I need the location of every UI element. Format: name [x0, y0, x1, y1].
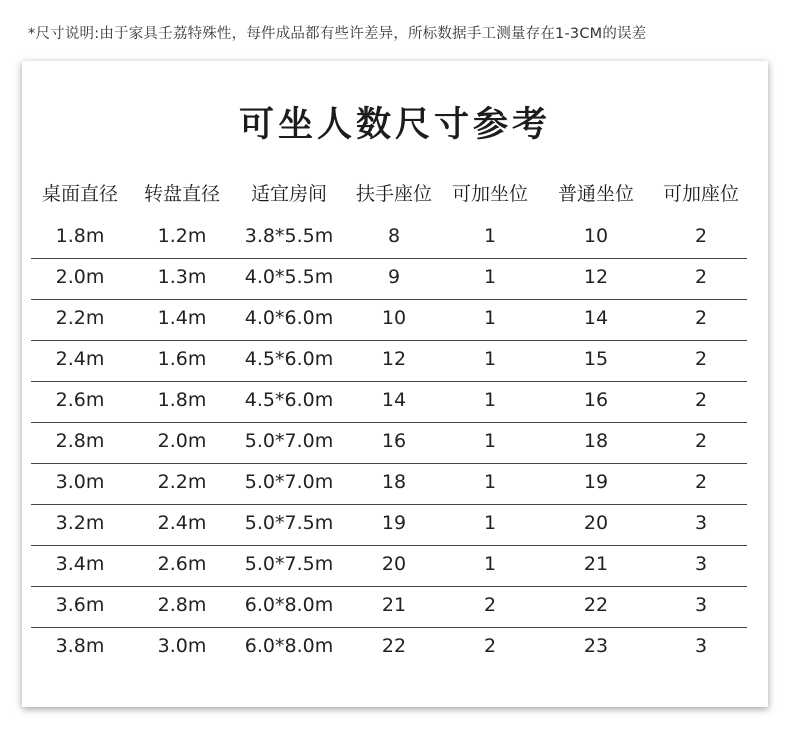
- cell-suitable-room: 5.0*7.5m: [244, 512, 334, 534]
- header-suitable-room: 适宜房间: [250, 183, 327, 205]
- table-row: [22, 259, 768, 300]
- table-row: [22, 546, 768, 587]
- header-extra-seats-b: 可加座位: [662, 183, 739, 205]
- table-row: [22, 300, 768, 341]
- header-turntable-diameter: 转盘直径: [143, 183, 220, 205]
- cell-regular-seats: 22: [583, 594, 609, 616]
- cell-extra-seats-a: 2: [483, 635, 497, 657]
- cell-table-diameter: 1.8m: [55, 225, 105, 247]
- cell-turntable-diameter: 1.3m: [157, 266, 207, 288]
- table-row: [22, 218, 768, 259]
- table-header: [22, 179, 768, 211]
- cell-extra-seats-a: 2: [483, 594, 497, 616]
- cell-armchair-seats: 14: [381, 389, 407, 411]
- cell-suitable-room: 4.0*6.0m: [244, 307, 334, 329]
- cell-armchair-seats: 22: [381, 635, 407, 657]
- cell-turntable-diameter: 2.6m: [157, 553, 207, 575]
- table-row: [22, 464, 768, 505]
- table-row: [22, 423, 768, 464]
- cell-regular-seats: 21: [583, 553, 609, 575]
- cell-table-diameter: 3.2m: [55, 512, 105, 534]
- cell-table-diameter: 2.8m: [55, 430, 105, 452]
- cell-turntable-diameter: 1.8m: [157, 389, 207, 411]
- seating-reference-card: [22, 61, 768, 707]
- cell-turntable-diameter: 2.2m: [157, 471, 207, 493]
- cell-suitable-room: 5.0*7.0m: [244, 430, 334, 452]
- header-regular-seats: 普通坐位: [557, 183, 634, 205]
- cell-extra-seats-b: 2: [694, 348, 708, 370]
- cell-armchair-seats: 16: [381, 430, 407, 452]
- cell-armchair-seats: 9: [387, 266, 401, 288]
- cell-extra-seats-a: 1: [483, 553, 497, 575]
- size-disclaimer-note: *尺寸说明:由于家具壬荔特殊性，每件成品都有些许差异，所标数据手工测量存在1-3CM的误差: [28, 26, 647, 42]
- cell-extra-seats-a: 1: [483, 225, 497, 247]
- cell-turntable-diameter: 2.8m: [157, 594, 207, 616]
- cell-regular-seats: 23: [583, 635, 609, 657]
- cell-regular-seats: 10: [583, 225, 609, 247]
- table-row: [22, 505, 768, 546]
- cell-regular-seats: 19: [583, 471, 609, 493]
- cell-armchair-seats: 12: [381, 348, 407, 370]
- header-table-diameter: 桌面直径: [41, 183, 118, 205]
- header-armchair-seats: 扶手座位: [355, 183, 432, 205]
- cell-table-diameter: 3.8m: [55, 635, 105, 657]
- cell-regular-seats: 16: [583, 389, 609, 411]
- cell-extra-seats-a: 1: [483, 307, 497, 329]
- cell-extra-seats-b: 2: [694, 307, 708, 329]
- cell-extra-seats-a: 1: [483, 512, 497, 534]
- cell-extra-seats-a: 1: [483, 348, 497, 370]
- cell-regular-seats: 20: [583, 512, 609, 534]
- cell-extra-seats-b: 3: [694, 635, 708, 657]
- cell-suitable-room: 5.0*7.0m: [244, 471, 334, 493]
- cell-regular-seats: 14: [583, 307, 609, 329]
- cell-extra-seats-b: 2: [694, 430, 708, 452]
- cell-turntable-diameter: 1.2m: [157, 225, 207, 247]
- cell-turntable-diameter: 2.0m: [157, 430, 207, 452]
- cell-suitable-room: 3.8*5.5m: [244, 225, 334, 247]
- cell-turntable-diameter: 1.4m: [157, 307, 207, 329]
- cell-extra-seats-b: 2: [694, 471, 708, 493]
- cell-turntable-diameter: 3.0m: [157, 635, 207, 657]
- cell-armchair-seats: 18: [381, 471, 407, 493]
- cell-table-diameter: 3.4m: [55, 553, 105, 575]
- table-row: [22, 341, 768, 382]
- cell-suitable-room: 4.5*6.0m: [244, 348, 334, 370]
- cell-table-diameter: 2.4m: [55, 348, 105, 370]
- cell-table-diameter: 2.6m: [55, 389, 105, 411]
- cell-extra-seats-b: 2: [694, 225, 708, 247]
- table-row: [22, 628, 768, 669]
- cell-extra-seats-b: 3: [694, 594, 708, 616]
- cell-extra-seats-b: 3: [694, 512, 708, 534]
- cell-table-diameter: 2.2m: [55, 307, 105, 329]
- table-row: [22, 587, 768, 628]
- cell-suitable-room: 6.0*8.0m: [244, 594, 334, 616]
- cell-extra-seats-a: 1: [483, 430, 497, 452]
- table-row: [22, 382, 768, 423]
- cell-armchair-seats: 21: [381, 594, 407, 616]
- cell-suitable-room: 5.0*7.5m: [244, 553, 334, 575]
- cell-armchair-seats: 19: [381, 512, 407, 534]
- cell-extra-seats-a: 1: [483, 471, 497, 493]
- cell-extra-seats-a: 1: [483, 389, 497, 411]
- cell-extra-seats-b: 2: [694, 266, 708, 288]
- cell-suitable-room: 4.5*6.0m: [244, 389, 334, 411]
- cell-regular-seats: 15: [583, 348, 609, 370]
- cell-armchair-seats: 8: [387, 225, 401, 247]
- cell-regular-seats: 18: [583, 430, 609, 452]
- cell-table-diameter: 3.6m: [55, 594, 105, 616]
- cell-suitable-room: 6.0*8.0m: [244, 635, 334, 657]
- cell-extra-seats-b: 3: [694, 553, 708, 575]
- cell-suitable-room: 4.0*5.5m: [244, 266, 334, 288]
- cell-extra-seats-b: 2: [694, 389, 708, 411]
- cell-table-diameter: 2.0m: [55, 266, 105, 288]
- cell-armchair-seats: 10: [381, 307, 407, 329]
- cell-turntable-diameter: 1.6m: [157, 348, 207, 370]
- cell-extra-seats-a: 1: [483, 266, 497, 288]
- cell-table-diameter: 3.0m: [55, 471, 105, 493]
- cell-turntable-diameter: 2.4m: [157, 512, 207, 534]
- cell-armchair-seats: 20: [381, 553, 407, 575]
- header-extra-seats-a: 可加坐位: [451, 183, 528, 205]
- page-title: 可坐人数尺寸参考: [238, 104, 551, 145]
- cell-regular-seats: 12: [583, 266, 609, 288]
